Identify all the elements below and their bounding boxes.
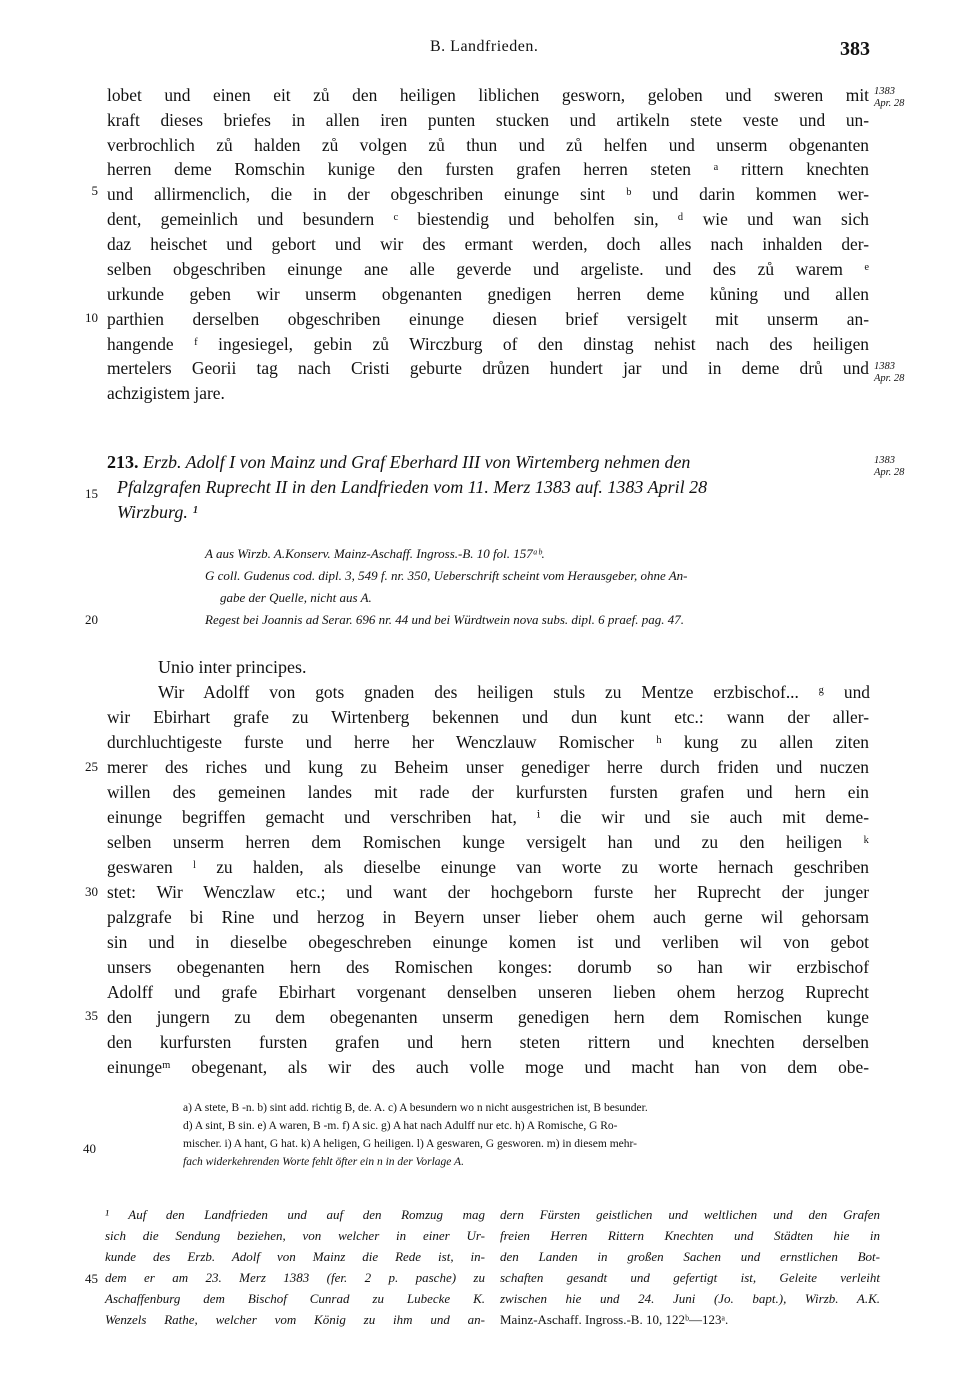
line-number-35: 35	[85, 1008, 98, 1023]
text-line: durchluchtigeste furste und herre her Wenczlauw Romischer ʰ kung zu allen ziten	[107, 732, 869, 752]
footnote-line: Mainz-Aschaff. Ingross.-B. 10, 122ᵇ—123ᵃ.	[500, 1312, 729, 1327]
text-line: wir Ebirhart grafe zu Wirtenberg bekennen und dun kunt etc.: wann der aller-	[107, 707, 869, 727]
document-title-line: Wirzburg. ¹	[117, 502, 198, 522]
margin-year: 1383	[874, 86, 895, 97]
text-line: stet: Wir Wenczlaw etc.; und want der hochgeborn furste her Ruprecht der junger	[107, 882, 869, 902]
text-line: verbrochlich zů halden zů volgen zů thun und zů helfen und unserm obgenanten	[107, 135, 869, 155]
footnote-line: dem er am 23. Merz 1383 (fer. 2 p. pasche) zu	[105, 1270, 485, 1285]
running-head: B. Landfrieden.	[430, 38, 539, 55]
line-number-5: 5	[91, 183, 98, 198]
text-line: dent, gemeinlich und besundern ᶜ biestendig und beholfen sin, ᵈ wie und wan sich	[107, 209, 869, 229]
margin-day: Apr. 28	[874, 467, 905, 478]
section-title: Unio inter principes.	[158, 657, 307, 677]
text-line: einunge begriffen gemacht und verschriben hat, ⁱ die wir und sie auch mit deme-	[107, 807, 869, 827]
document-number: 213.	[107, 452, 139, 472]
margin-year: 1383	[874, 361, 895, 372]
text-line: merer des riches und kung zu Beheim unser genediger herre durch friden und nuczen	[107, 757, 869, 777]
footnote-line: dern Fürsten geistlichen und weltlichen und den Grafen	[500, 1207, 880, 1222]
footnote-line: schaften gesandt und gefertigt ist, Geleite verleiht	[500, 1270, 880, 1285]
footnote-line: Aschaffenburg dem Bischof Cunrad zu Lubecke K.	[105, 1291, 485, 1306]
text-line: palzgrafe bi Rine und herzog in Beyern unser lieber ohem auch gerne wil gehorsam	[107, 907, 869, 927]
text-line: lobet und einen eit zů den heiligen liblichen gesworn, geloben und sweren mit	[107, 85, 869, 105]
margin-day: Apr. 28	[874, 98, 905, 109]
footnote-line: Wenzels Rathe, welcher vom König zu ihm und an-	[105, 1312, 485, 1327]
text-line: achzigistem jare.	[107, 383, 225, 403]
footnote-column-right	[500, 1204, 880, 1330]
line-number-40: 40	[83, 1141, 96, 1156]
page-number: 383	[840, 38, 870, 60]
footnote-column-left	[105, 1204, 485, 1330]
apparatus-line: a) A stete, B -n. b) sint add. richtig B, de. A. c) A besundern wo n nicht ausgestrichen ist, B besunder.	[183, 1102, 648, 1114]
apparatus-line: d) A sint, B sin. e) A waren, B -m. f) A sic. g) A hat nach Adulff nur etc. h) A Romische, G Ro-	[183, 1120, 618, 1132]
text-line: mertelers Georii tag nach Cristi geburte drůzen hundert jar und in deme drů und	[107, 358, 869, 378]
footnote-line: den Landen in großen Sachen und ernstlichen Bot-	[500, 1249, 880, 1264]
text-line: geswaren ˡ zu halden, als dieselbe einunge van worte zu worte hernach geschriben	[107, 857, 869, 877]
text-line: selben obgeschriben einunge ane alle geverde und argeliste. und des zů warem ᵉ	[107, 259, 869, 279]
text-line: den jungern zu dem obegenanten unserm genedigen hern dem Romischen kunge	[107, 1007, 869, 1027]
text-line: herren deme Romschin kunige den fursten grafen herren steten ᵃ rittern knechten	[107, 159, 869, 179]
margin-year: 1383	[874, 455, 895, 466]
footnote-line: zwischen hie und 24. Juni (Jo. bapt.), Wirzb. A.K.	[500, 1291, 880, 1306]
source-list	[205, 543, 870, 631]
source-entry: G coll. Gudenus cod. dipl. 3, 549 f. nr. 350, Ueberschrift scheint vom Herausgeber, ohne An-	[205, 568, 688, 583]
apparatus-line: mischer. i) A hant, G hat. k) A heligen, G heiligen. l) A geswaren, G gesworen. m) in diesem mehr-	[183, 1138, 637, 1150]
text-line: selben unserm herren dem Romischen kunge versigelt han und zu den heiligen ᵏ	[107, 832, 869, 852]
line-number-20: 20	[85, 612, 98, 627]
document-title-line: Erzb. Adolf I von Mainz und Graf Eberhard III von Wirtemberg nehmen den	[143, 452, 691, 472]
line-number-45: 45	[85, 1271, 98, 1286]
text-line: unsers obegenanten hern des Romischen konges: dorumb so han wir erzbischof	[107, 957, 869, 977]
apparatus-line: fach widerkehrenden Worte fehlt öfter ein n in der Vorlage A.	[183, 1156, 464, 1168]
text-line: sin und in dieselbe obegeschreben einunge komen ist und verliben wil von gebot	[107, 932, 869, 952]
document-title-line: Pfalzgrafen Ruprecht II in den Landfrieden vom 11. Merz 1383 auf. 1383 April 28	[117, 477, 708, 497]
margin-date	[874, 361, 934, 385]
source-entry: Regest bei Joannis ad Serar. 696 nr. 44 und bei Würdtwein nova subs. dipl. 6 praef. pag. 47.	[205, 612, 685, 627]
text-line: einungeᵐ obegenant, als wir des auch volle moge und macht han von dem obe-	[107, 1057, 869, 1077]
text-line: willen des gemeinen landes mit rade der kurfursten fursten grafen und hern ein	[107, 782, 869, 802]
text-line: kraft dieses briefes in allen iren punten stucken und artikeln stete veste und un-	[107, 110, 869, 130]
text-line: Adolff und grafe Ebirhart vorgenant denselben unseren lieben ohem herzog Ruprecht	[107, 982, 869, 1002]
line-number-25: 25	[85, 759, 98, 774]
margin-day: Apr. 28	[874, 373, 905, 384]
source-entry: gabe der Quelle, nicht aus A.	[220, 590, 372, 605]
line-number-15: 15	[85, 486, 98, 501]
text-line: den kurfursten fursten grafen und hern steten rittern und knechten derselben	[107, 1032, 869, 1052]
critical-apparatus	[183, 1099, 873, 1171]
footnote-line: freien Herren Rittern Knechten und Städten hie in	[500, 1228, 880, 1243]
footnote-line: ¹ Auf den Landfrieden und auf den Romzug mag	[105, 1207, 485, 1222]
line-number-10: 10	[85, 310, 98, 325]
text-line: parthien derselben obgeschriben einunge diesen brief versigelt mit unserm an-	[107, 309, 869, 329]
page-header	[100, 38, 870, 64]
source-entry: A aus Wirzb. A.Konserv. Mainz-Aschaff. Ingross.-B. 10 fol. 157ᵃᵇ.	[205, 546, 545, 561]
text-line: daz heischet und gebort und wir des ermant werden, doch alles nach inhalden der-	[107, 234, 869, 254]
text-line: Wir Adolff von gots gnaden des heiligen stuls zu Mentze erzbischof... ᵍ und	[158, 682, 870, 702]
document-heading	[107, 450, 869, 525]
line-number-30: 30	[85, 884, 98, 899]
footnote-line: kunde des Erzb. Adolf von Mainz die Rede ist, in-	[105, 1249, 485, 1264]
text-line: und allirmenclich, die in der obgeschriben einunge sint ᵇ und darin kommen wer-	[107, 184, 869, 204]
text-line: urkunde geben wir unserm obgenanten gnedigen herren deme kůning und allen	[107, 284, 869, 304]
margin-date	[874, 455, 934, 479]
margin-date	[874, 86, 934, 110]
footnote-line: sich die Sendung beziehen, von welcher in einer Ur-	[105, 1228, 485, 1243]
text-line: hangende ᶠ ingesiegel, gebin zů Wirczburg of den dinstag nehist nach des heiligen	[107, 334, 869, 354]
